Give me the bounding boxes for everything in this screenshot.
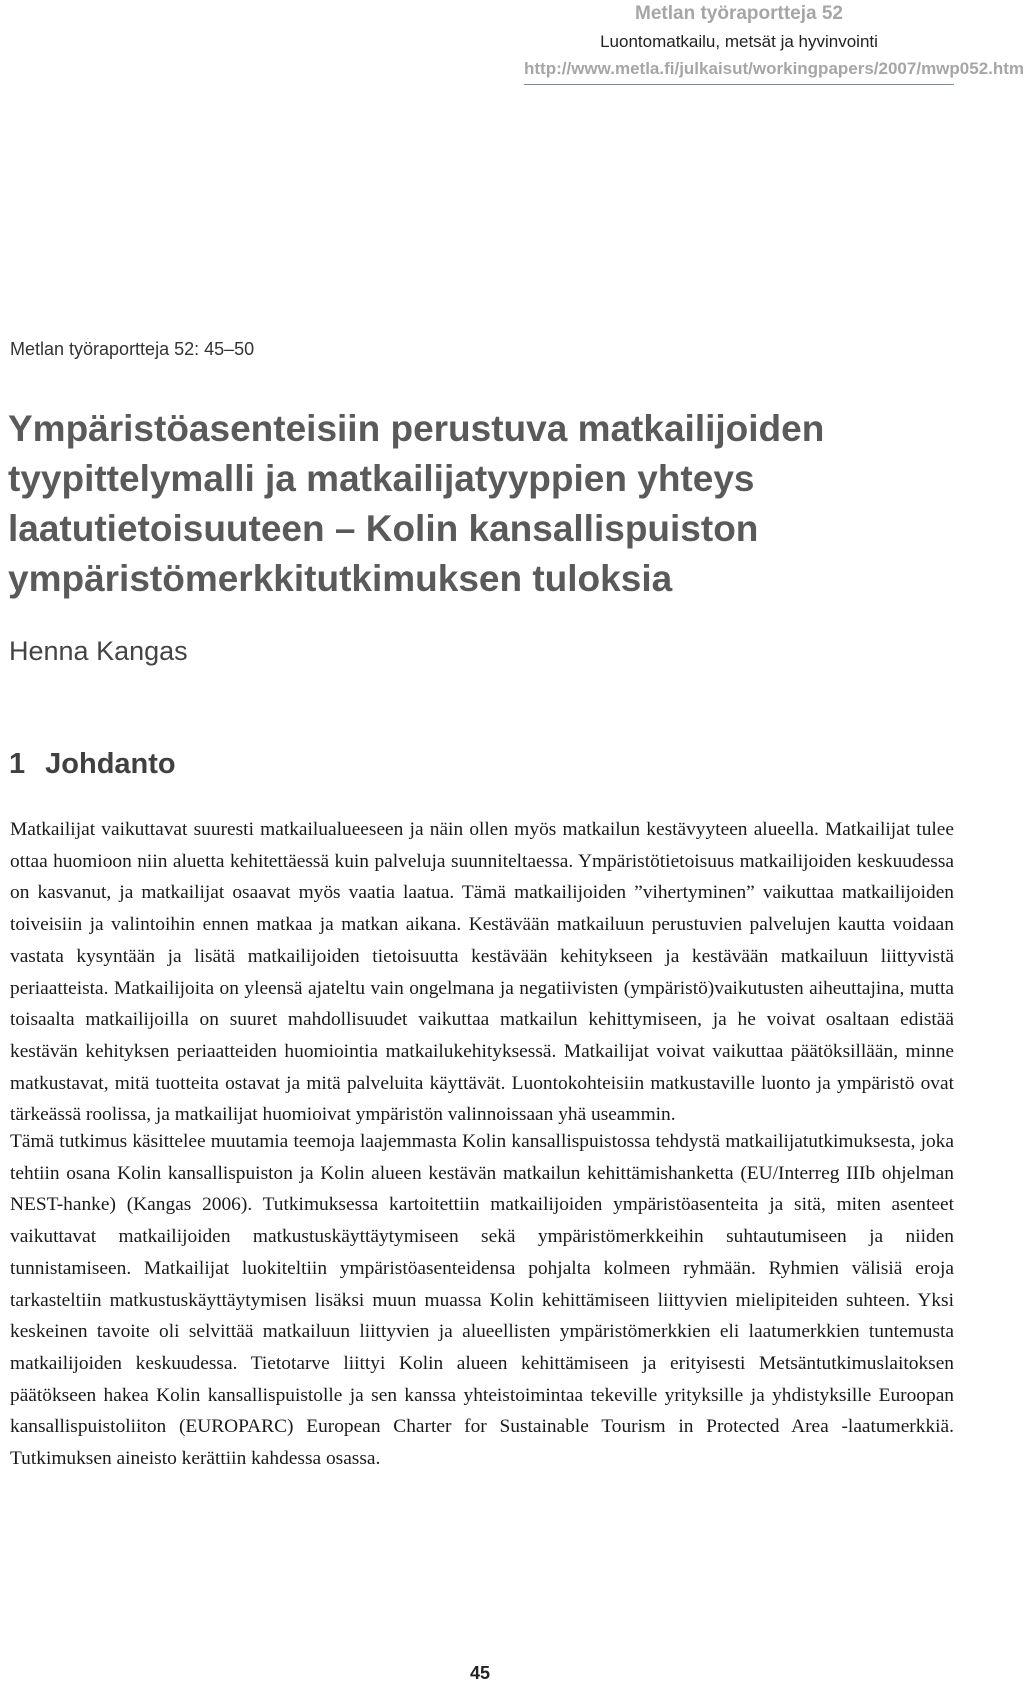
title-line: tyypittelymalli ja matkailijatyyppien yhteys [8,458,755,499]
section-heading [9,748,176,781]
series-title: Metlan työraportteja 52 [635,3,843,24]
citation-line: Metlan työraportteja 52: 45–50 [10,339,255,359]
title-line: laatutietoisuuteen – Kolin kansallispuiston [8,508,759,549]
title-line: ympäristömerkkitutkimuksen tuloksia [8,558,673,599]
author-name: Henna Kangas [9,636,188,666]
running-header [524,0,1024,85]
article-title [8,404,948,604]
title-line: Ympäristöasenteisiin perustuva matkailijoiden [8,408,825,449]
body-paragraph: Tämä tutkimus käsittelee muutamia teemoja laajemmasta Kolin kansallispuistossa tehdystä matkailijatutkimuksesta, joka tehtiin osana Kolin kansallispuiston ja Kolin alueen kestävän matkailun kehittämishanketta (EU/Interreg IIIb ohjelman NEST-hanke) (Kangas 2006). Tutkimuksessa kartoitettiin matkailijoiden ympäristöasenteita ja sitä, miten asenteet vaikuttavat matkailijoiden matkustuskäyttäytymiseen sekä ympäristömerkkeihin suhtautumiseen ja niiden tunnistamiseen. Matkailijat luokiteltiin ympäristöasenteidensa pohjalta kolmeen ryhmään. Ryhmien välisiä eroja tarkasteltiin matkustuskäyttäytymisen lisäksi muun muassa Kolin kehittämiseen liittyvien mielipiteiden suhteen. Yksi keskeinen tavoite oli selvittää matkailuun liittyvien ja alueellisten ympäristömerkkien eli laatumerkkien tuntemusta matkailijoiden keskuudessa. Tietotarve liittyi Kolin alueen kehittämiseen ja erityisesti Metsäntutkimuslaitoksen päätökseen hakea Kolin kansallispuistolle ja sen kanssa yhteistoimintaa tekeville yrityksille ja yhdistyksille Euroopan kansallispuistoliiton (EUROPARC) European Charter for Sustainable Tourism in Protected Area -laatumerkkiä. Tutkimuksen aineisto kerättiin kahdessa osassa. [10,1131,954,1470]
section-number: 1 [9,748,26,780]
volume-subtitle: Luontomatkailu, metsät ja hyvinvointi [600,32,878,51]
body-paragraph: Matkailijat vaikuttavat suuresti matkailualueeseen ja näin ollen myös matkailun kestävyyteen alueella. Matkailijat tulee ottaa huomioon niin aluetta kehitettäessä kuin palveluja suunniteltaessa. Ympäristötietoisuus matkailijoiden keskuudessa on kasvanut, ja matkailijat osaavat myös vaatia laatua. Tämä matkailijoiden ”vihertyminen” vaikuttaa matkailijoiden toiveisiin ja valintoihin ennen matkaa ja matkan aikana. Kestävään matkailuun perustuvien palvelujen kautta voidaan vastata kysyntään ja lisätä matkailijoiden tietoisuutta kestävään kehitykseen ja kestävään matkailuun liittyvistä periaatteista. Matkailijoita on yleensä ajateltu vain ongelmana ja negatiivisten (ympäristö)vaikutusten aiheuttajina, mutta toisaalta matkailijoilla on suuret mahdollisuudet vaikuttaa matkailun kehittymiseen, ja he voivat osaltaan edistää kestävän kehityksen periaatteiden huomiointia matkailukehityksessä. Matkailijat voivat vaikuttaa päätöksillään, minne matkustavat, mitä tuotteita ostavat ja mitä palveluita käyttävät. Luontokohteisiin matkustaville luonto ja ympäristö ovat tärkeässä roolissa, ja matkailijat huomioivat ympäristön valinnoissaan yhä useammin. [10,819,954,1126]
page-number: 45 [469,1663,491,1683]
section-title: Johdanto [45,748,176,780]
publication-url[interactable]: http://www.metla.fi/julkaisut/workingpapers/2007/mwp052.htm [524,59,1024,78]
